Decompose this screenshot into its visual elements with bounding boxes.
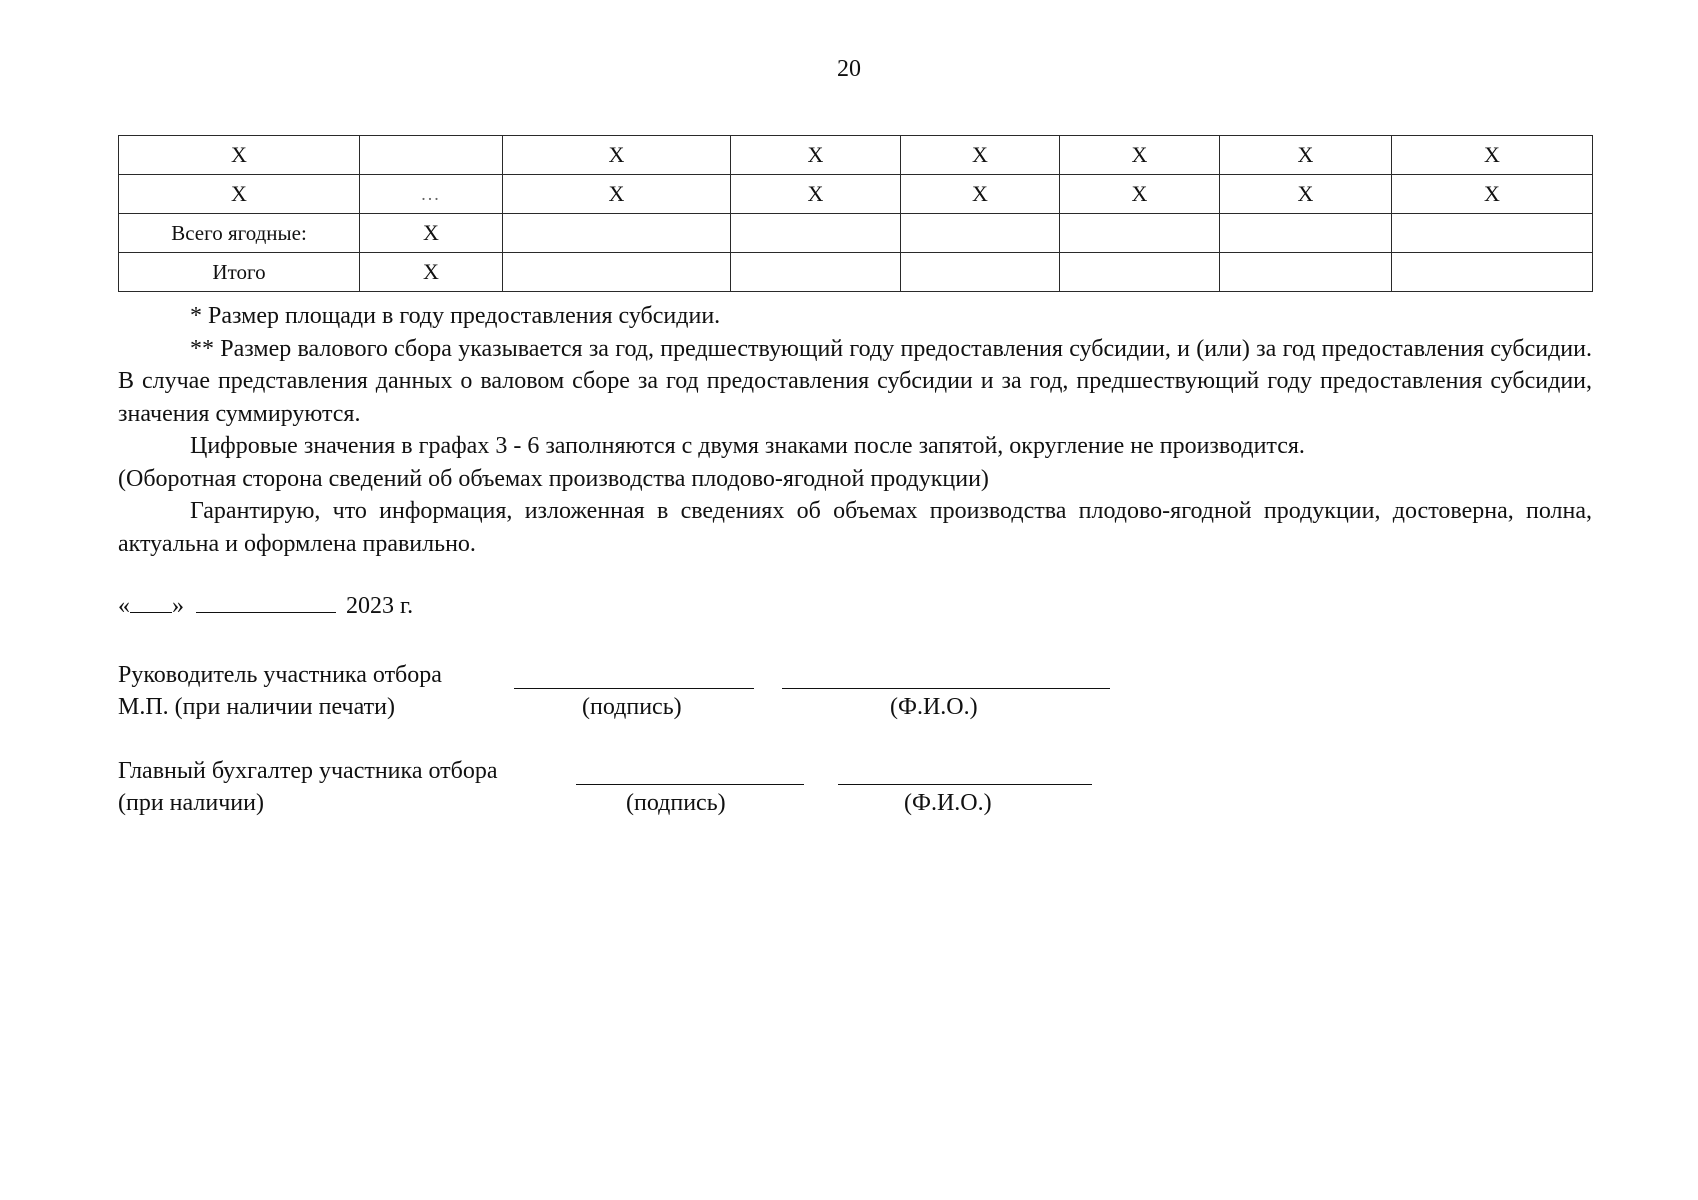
table-cell [901, 253, 1060, 292]
footnote-area: * Размер площади в году предоставления субсидии. [190, 303, 721, 329]
table-cell [1220, 253, 1392, 292]
table-cell: X [503, 175, 731, 214]
date-line [118, 590, 413, 621]
table-cell: X [119, 175, 360, 214]
head-stamp-note: М.П. (при наличии печати) [118, 694, 395, 720]
table-cell: X [731, 175, 901, 214]
date-open-quote: « [118, 593, 130, 619]
table-cell: X [503, 136, 731, 175]
head-fio-line[interactable] [782, 688, 1110, 689]
accountant-label: Главный бухгалтер участника отбора [118, 758, 498, 784]
table-cell: X [1392, 136, 1593, 175]
table-cell [503, 253, 731, 292]
footnote-gross-harvest: ** Размер валового сбора указывается за год, предшествующий году предоставления субсидии, и (или) за год предоставления субсидии. В случае представления данных о валовом сборе за год предоставления субсидии и за год, предшествующий году предоставления субсидии, значения суммируются. [118, 335, 1592, 427]
date-year: 2023 г. [346, 593, 414, 619]
table-cell [1220, 214, 1392, 253]
head-signature-line[interactable] [514, 688, 754, 689]
accountant-signature-line[interactable] [576, 784, 804, 785]
accountant-sub-note: (при наличии) [118, 790, 264, 816]
table-cell: X [1060, 175, 1220, 214]
table-row-label: Итого [119, 253, 360, 292]
guarantee-statement: Гарантирую, что информация, изложенная в сведениях об объемах производства плодово-ягодной продукции, достоверна, полна, актуальна и оформлена правильно. [118, 498, 1592, 557]
table-cell [1392, 253, 1593, 292]
table-row-grand-total [119, 253, 1593, 292]
table-row-label: Всего ягодные: [119, 214, 360, 253]
table-cell [1392, 214, 1593, 253]
accountant-signature-caption: (подпись) [626, 790, 726, 816]
month-blank[interactable] [196, 590, 336, 613]
page-number: 20 [837, 56, 861, 82]
table-cell: X [1060, 136, 1220, 175]
table-cell [1060, 253, 1220, 292]
head-label: Руководитель участника отбора [118, 662, 442, 688]
accountant-fio-caption: (Ф.И.О.) [904, 790, 992, 816]
table-cell: X [1220, 136, 1392, 175]
table-cell [360, 136, 503, 175]
table-cell [901, 214, 1060, 253]
accountant-fio-line[interactable] [838, 784, 1092, 785]
table-cell [731, 253, 901, 292]
table-cell: X [731, 136, 901, 175]
table-cell: X [1392, 175, 1593, 214]
table-cell: X [360, 214, 503, 253]
table-cell: ... [360, 175, 503, 214]
table-cell: X [119, 136, 360, 175]
note-decimal-values: Цифровые значения в графах 3 - 6 заполняются с двумя знаками после запятой, округление не производится. [190, 433, 1305, 459]
data-table [118, 135, 1592, 292]
table-cell [503, 214, 731, 253]
table-cell: X [360, 253, 503, 292]
table-row [119, 136, 1593, 175]
table-cell [731, 214, 901, 253]
table-cell: X [901, 175, 1060, 214]
table-cell: X [901, 136, 1060, 175]
day-blank[interactable] [130, 590, 172, 613]
table-cell: X [1220, 175, 1392, 214]
date-close-quote: » [172, 593, 184, 619]
table-row-total-berries [119, 214, 1593, 253]
table-row [119, 175, 1593, 214]
head-signature-caption: (подпись) [582, 694, 682, 720]
table-cell [1060, 214, 1220, 253]
head-fio-caption: (Ф.И.О.) [890, 694, 978, 720]
notes-block [118, 300, 1592, 560]
reverse-side-heading: (Оборотная сторона сведений об объемах производства плодово-ягодной продукции) [118, 465, 989, 492]
